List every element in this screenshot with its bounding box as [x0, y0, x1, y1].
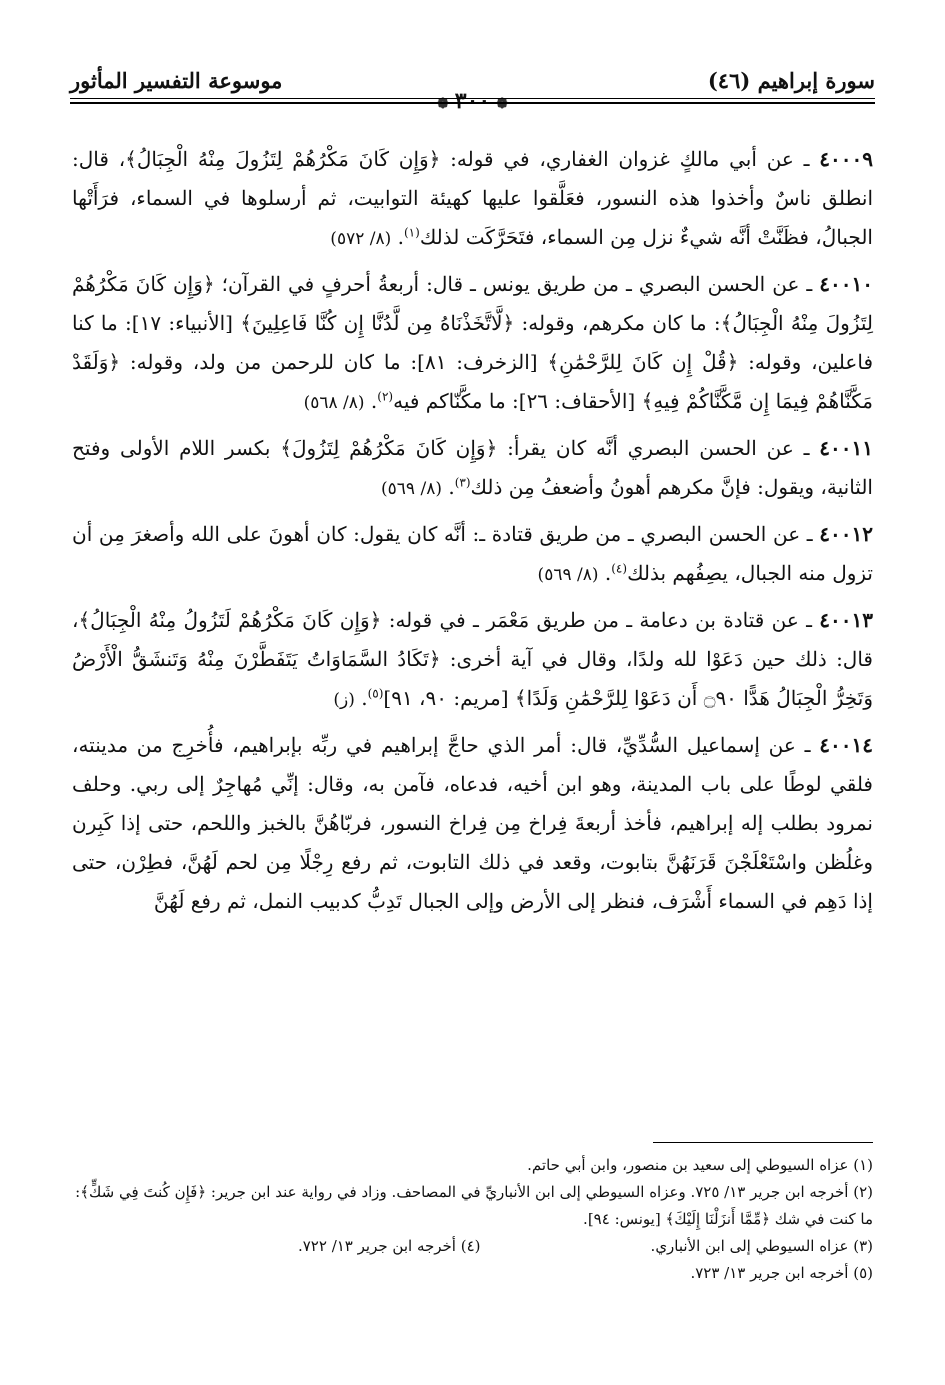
entry-40014: [72, 726, 873, 921]
footnote-row-3-4: [72, 1233, 873, 1260]
entry-ref: (٨/ ٥٦٩): [381, 479, 442, 499]
entry-text: ـ عن أبي مالكٍ غزوان الغفاري، في قوله: ﴿وَإِن كَانَ مَكْرُهُمْ لِتَزُولَ مِنْهُ الْجِبَالُ﴾، قال: انطلق ناسٌ وأخذوا هذه النسور، فعَلَّقوا عليها كهيئة التوابيت، ثم أرسلوها في السماء، فرَأَتْها الجبالُ، فظَنَّتْ أنَّه شيءٌ نزل مِن السماء، فتَحَرَّكَت لذلك: [72, 147, 873, 249]
entry-number: ٤٠٠١٤: [819, 733, 874, 757]
footnote-3: (٣) عزاه السيوطي إلى ابن الأنباري.: [650, 1237, 873, 1255]
main-text: [72, 140, 873, 927]
entry-text: ـ عن الحسن البصري ـ من طريق يونس ـ قال: أربعةُ أحرفٍ في القرآن؛ ﴿وَإِن كَانَ مَكْرُهُمْ لِتَزُولَ مِنْهُ الْجِبَالُ﴾: ما كان مكرهم، وقوله: ﴿لَّاتَّخَذْنَاهُ مِن لَّدُنَّا إِن كُنَّا فَاعِلِينَ﴾ [الأنبياء: ١٧]: ما كنا فاعلين، وقوله: ﴿قُلْ إِن كَانَ لِلرَّحْمَٰنِ﴾ [الزخرف: ٨١]: ما كان للرحمن من ولد، وقوله: ﴿وَلَقَدْ مَكَّنَّاهُمْ فِيمَا إِن مَّكَّنَّاكُمْ فِيهِ﴾ [الأحقاف: ٢٦]: ما مكَّنّاكم فيه: [72, 272, 874, 413]
page-number-group: [431, 88, 514, 114]
entry-text: ـ عن الحسن البصري ـ من طريق قتادة ـ: أنَّه كان يقول: كان أهونَ على الله وأصغرَ مِن أن تزول منه الجبال، يصِفُهم بذلك: [72, 522, 873, 585]
entry-40009: ٤٠٠٠٩ ـ عن أبي مالكٍ غزوان الغفاري، في قوله: ﴿وَإِن كَانَ مَكْرُهُمْ لِتَزُولَ مِنْهُ الْجِبَالُ﴾، قال: انطلق ناسٌ وأخذوا هذه النسور، فعَلَّقوا عليها كهيئة التوابيت، ثم أرسلوها في السماء، فرَأَتْها الجبالُ، فظَنَّتْ أنَّه شيءٌ نزل مِن السماء، فتَحَرَّكَت لذلك$^{(١)}$. (٨/ ٥٧٢): [72, 147, 874, 249]
footnote-mark: (٢): [377, 389, 394, 404]
entry-ref: (٨/ ٥٦٨): [303, 393, 365, 413]
footnote-2: (٢) أخرجه ابن جرير ١٣/ ٧٢٥. وعزاه السيوطي إلى ابن الأنباريِّ في المصاحف. وزاد في رواية عند ابن جرير: ﴿فَإِن كُنتَ فِي شَكٍّ﴾: ما كنت في شك ﴿مِّمَّا أَنزَلْنَا إِلَيْكَ﴾ [يونس: ٩٤].: [75, 1183, 873, 1228]
header-rule-thick: [70, 102, 875, 104]
entry-40011: ٤٠٠١١ ـ عن الحسن البصري أنَّه كان يقرأ: ﴿وَإِن كَانَ مَكْرُهُمْ لِتَزُولَ﴾ بكسر اللام الأولى وفتح الثانية، ويقول: فإنَّ مكرهم أهونُ وأضعفُ مِن ذلك$^{(٣)}$. (٨/ ٥٦٩): [72, 436, 873, 499]
ornament-right-icon: ❁: [496, 96, 508, 112]
entry-number: ٤٠٠١١: [819, 436, 873, 460]
entry-text: ـ عن الحسن البصري أنَّه كان يقرأ: ﴿وَإِن كَانَ مَكْرُهُمْ لِتَزُولَ﴾ بكسر اللام الأولى وفتح الثانية، ويقول: فإنَّ مكرهم أهونُ وأضعفُ مِن ذلك: [72, 436, 873, 499]
entry-ref: (٨/ ٥٧٢): [330, 229, 392, 249]
surah-title: سورة إبراهيم (٤٦): [707, 68, 875, 93]
entry-text: ـ عن قتادة بن دعامة ـ من طريق مَعْمَر ـ في قوله: ﴿وَإِن كَانَ مَكْرُهُمْ لَتَزُولُ مِنْهُ الْجِبَالُ﴾، قال: ذلك حين دَعَوْا لله ولدًا، وقال في آية أخرى: ﴿تَكَادُ السَّمَاوَاتُ يَتَفَطَّرْنَ مِنْهُ وَتَنشَقُّ الْأَرْضُ وَتَخِرُّ الْجِبَالُ هَدًّا ۝٩٠ أَن دَعَوْا لِلرَّحْمَٰنِ وَلَدًا﴾ [مريم: ٩٠، ٩١]: [72, 608, 873, 710]
entry-number: ٤٠٠٠٩: [819, 147, 874, 171]
footnote-mark: (١): [403, 225, 420, 240]
ornament-left-icon: ❁: [437, 96, 449, 112]
entry-number: ٤٠٠١٠: [819, 272, 874, 296]
entry-40012: ٤٠٠١٢ ـ عن الحسن البصري ـ من طريق قتادة ـ: أنَّه كان يقول: كان أهونَ على الله وأصغرَ مِن أن تزول منه الجبال، يصِفُهم بذلك$^{(٤)}$. (٨/ ٥٦٩): [72, 522, 873, 585]
footnote-1: (١) عزاه السيوطي إلى سعيد بن منصور، وابن أبي حاتم.: [527, 1156, 873, 1174]
footnote-divider: [653, 1142, 873, 1143]
entry-number: ٤٠٠١٣: [819, 608, 873, 632]
footnote-5: (٥) أخرجه ابن جرير ١٣/ ٧٢٣.: [690, 1264, 873, 1282]
footnote-4: (٤) أخرجه ابن جرير ١٣/ ٧٢٢.: [297, 1237, 481, 1255]
footnote-mark: (٤): [611, 561, 628, 576]
book-title: موسوعة التفسير المأثور: [70, 68, 283, 93]
page-number: ٣٠٠: [454, 88, 491, 114]
entry-ref: (ز): [333, 690, 355, 710]
entry-text: ـ عن إسماعيل السُّدِّيِّ، قال: أمر الذي حاجَّ إبراهيم في ربِّه بإبراهيم، فأُخرِج من مدينته، فلقي لوطًا على باب المدينة، وهو ابن أخيه، فدعاه، فآمن به، وقال: إنِّي مُهاجِرٌ إلى ربي. وحلف نمرود بطلب إله إبراهيم، فأخذ أربعةَ فِراخ مِن فِراخ النسور، فربّاهُنَّ بالخبز واللحم، حتى إذا كَبِرن وغلُظن واسْتَعْلَجْنَ قَرَنَهُنَّ بتابوت، وقعد في ذلك التابوت، ثم رفع رِجْلًا مِن لحم لَهُنَّ، فطِرْن، حتى إذا دَهِم في السماء أَشْرَف، فنظر إلى الأرض وإلى الجبال تَدِبُّ كدبيب النمل، ثم رفع لَهُنَّ: [72, 733, 873, 913]
footnote-mark: (٥): [367, 686, 384, 701]
page-header: [70, 58, 875, 118]
entry-40013: ٤٠٠١٣ ـ عن قتادة بن دعامة ـ من طريق مَعْمَر ـ في قوله: ﴿وَإِن كَانَ مَكْرُهُمْ لَتَزُولُ مِنْهُ الْجِبَالُ﴾، قال: ذلك حين دَعَوْا لله ولدًا، وقال في آية أخرى: ﴿تَكَادُ السَّمَاوَاتُ يَتَفَطَّرْنَ مِنْهُ وَتَنشَقُّ الْأَرْضُ وَتَخِرُّ الْجِبَالُ هَدًّا ۝٩٠ أَن دَعَوْا لِلرَّحْمَٰنِ وَلَدًا﴾ [مريم: ٩٠، ٩١]$^{(٥)}$. (ز): [72, 608, 873, 710]
entry-ref: (٨/ ٥٦٩): [537, 565, 599, 585]
entry-40010: ٤٠٠١٠ ـ عن الحسن البصري ـ من طريق يونس ـ قال: أربعةُ أحرفٍ في القرآن؛ ﴿وَإِن كَانَ مَكْرُهُمْ لِتَزُولَ مِنْهُ الْجِبَالُ﴾: ما كان مكرهم، وقوله: ﴿لَّاتَّخَذْنَاهُ مِن لَّدُنَّا إِن كُنَّا فَاعِلِينَ﴾ [الأنبياء: ١٧]: ما كنا فاعلين، وقوله: ﴿قُلْ إِن كَانَ لِلرَّحْمَٰنِ﴾ [الزخرف: ٨١]: ما كان للرحمن من ولد، وقوله: ﴿وَلَقَدْ مَكَّنَّاهُمْ فِيمَا إِن مَّكَّنَّاكُمْ فِيهِ﴾ [الأحقاف: ٢٦]: ما مكَّنّاكم فيه$^{(٢)}$. (٨/ ٥٦٨): [72, 272, 874, 413]
entry-number: ٤٠٠١٢: [819, 522, 873, 546]
header-rule: [70, 98, 875, 99]
footnotes: [72, 1152, 873, 1287]
footnote-mark: (٣): [454, 475, 471, 490]
